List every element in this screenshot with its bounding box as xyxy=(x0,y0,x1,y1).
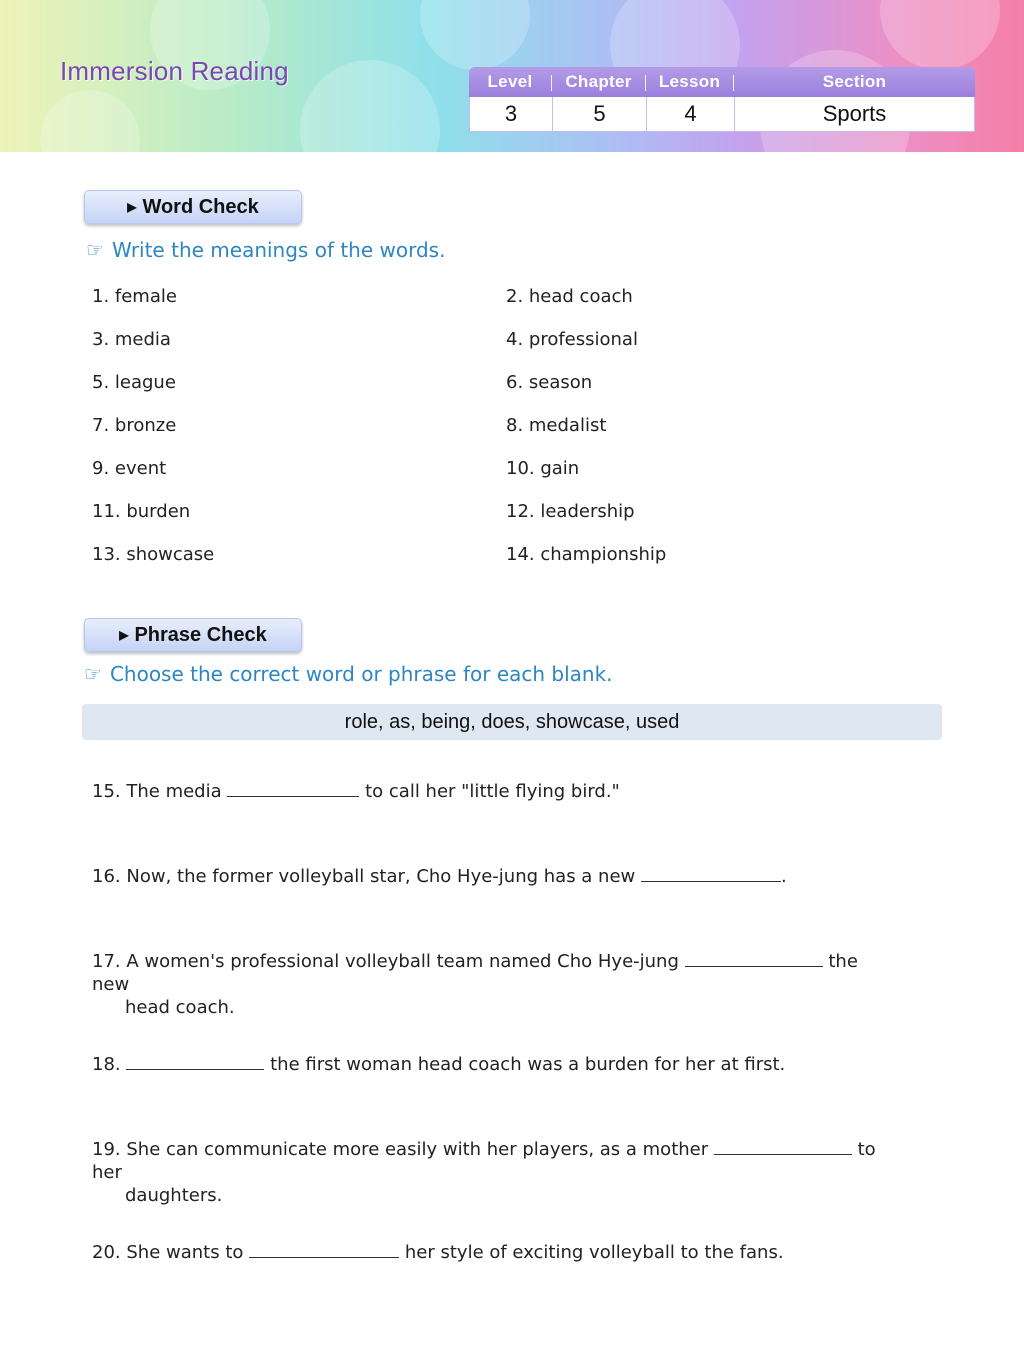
triangle-right-icon: ▶ xyxy=(127,200,137,214)
chapter-value: 5 xyxy=(593,101,606,126)
lesson-info-values xyxy=(469,97,975,132)
word-item: 1. female xyxy=(92,286,177,307)
word-item: 7. bronze xyxy=(92,415,177,436)
word-item: 14. championship xyxy=(506,544,667,565)
word-check-instruction-text: Write the meanings of the words. xyxy=(111,238,446,262)
section-label: Section xyxy=(822,72,887,91)
word-item: 5. league xyxy=(92,372,176,393)
lesson-info-table xyxy=(469,67,975,133)
phrase-check-title: Phrase Check xyxy=(134,624,267,646)
lesson-label: Lesson xyxy=(658,72,721,91)
answer-blank[interactable] xyxy=(714,1140,852,1155)
phrase-check-tab xyxy=(84,618,302,652)
answer-blank[interactable] xyxy=(641,867,781,882)
question-number: 18. xyxy=(92,1054,121,1075)
question-text-continuation: daughters. xyxy=(125,1185,223,1206)
word-item: 8. medalist xyxy=(506,415,607,436)
word-item: 6. season xyxy=(506,372,593,393)
question-item xyxy=(92,780,884,803)
question-item xyxy=(92,1241,884,1264)
question-item xyxy=(92,865,884,888)
question-text-after: her style of exciting volleyball to the fans. xyxy=(404,1242,784,1263)
triangle-right-icon: ▶ xyxy=(119,628,129,642)
question-text-after: the new xyxy=(92,951,858,995)
question-text-continuation: head coach. xyxy=(125,997,235,1018)
question-text-before: Now, the former volleyball star, Cho Hye-jung has a new xyxy=(126,866,636,887)
word-item: 12. leadership xyxy=(506,501,635,522)
word-item: 13. showcase xyxy=(92,544,215,565)
question-number: 20. xyxy=(92,1242,121,1263)
brand-logo: Immersion Reading xyxy=(60,56,289,86)
question-item xyxy=(92,1053,884,1076)
question-number: 19. xyxy=(92,1139,121,1160)
question-text-after: to her xyxy=(92,1139,876,1183)
question-number: 15. xyxy=(92,781,121,802)
answer-blank[interactable] xyxy=(227,782,359,797)
header-banner xyxy=(0,0,1024,152)
word-bank: role, as, being, does, showcase, used xyxy=(82,704,942,740)
section-value: Sports xyxy=(822,101,887,126)
question-text-after: the first woman head coach was a burden for her at first. xyxy=(270,1054,786,1075)
question-text-before: A women's professional volleyball team named Cho Hye-jung xyxy=(126,951,679,972)
word-item: 3. media xyxy=(92,329,171,350)
level-label: Level xyxy=(487,72,533,91)
question-item xyxy=(92,1138,884,1207)
answer-blank[interactable] xyxy=(249,1243,399,1258)
question-number: 16. xyxy=(92,866,121,887)
answer-blank[interactable] xyxy=(685,952,823,967)
pointing-hand-icon: ☞ xyxy=(86,238,104,262)
pointing-hand-icon: ☞ xyxy=(84,662,102,686)
question-text-before: The media xyxy=(126,781,222,802)
question-text-after: to call her "little flying bird." xyxy=(365,781,620,802)
lesson-value: 4 xyxy=(684,101,697,126)
phrase-check-instruction xyxy=(84,662,613,686)
word-check-title: Word Check xyxy=(142,196,259,218)
word-item: 11. burden xyxy=(92,501,191,522)
question-text-after: . xyxy=(781,866,787,887)
chapter-label: Chapter xyxy=(565,72,632,91)
word-item: 10. gain xyxy=(506,458,580,479)
word-check-instruction xyxy=(86,238,445,262)
level-value: 3 xyxy=(504,101,518,126)
lesson-info-header xyxy=(469,67,975,97)
question-text-before: She can communicate more easily with her players, as a mother xyxy=(126,1139,709,1160)
answer-blank[interactable] xyxy=(126,1055,264,1070)
question-number: 17. xyxy=(92,951,121,972)
word-item: 9. event xyxy=(92,458,167,479)
phrase-check-instruction-text: Choose the correct word or phrase for each blank. xyxy=(109,662,613,686)
question-text-before: She wants to xyxy=(126,1242,244,1263)
word-item: 2. head coach xyxy=(506,286,633,307)
question-item xyxy=(92,950,884,1019)
word-check-tab xyxy=(84,190,302,224)
word-item: 4. professional xyxy=(506,329,638,350)
